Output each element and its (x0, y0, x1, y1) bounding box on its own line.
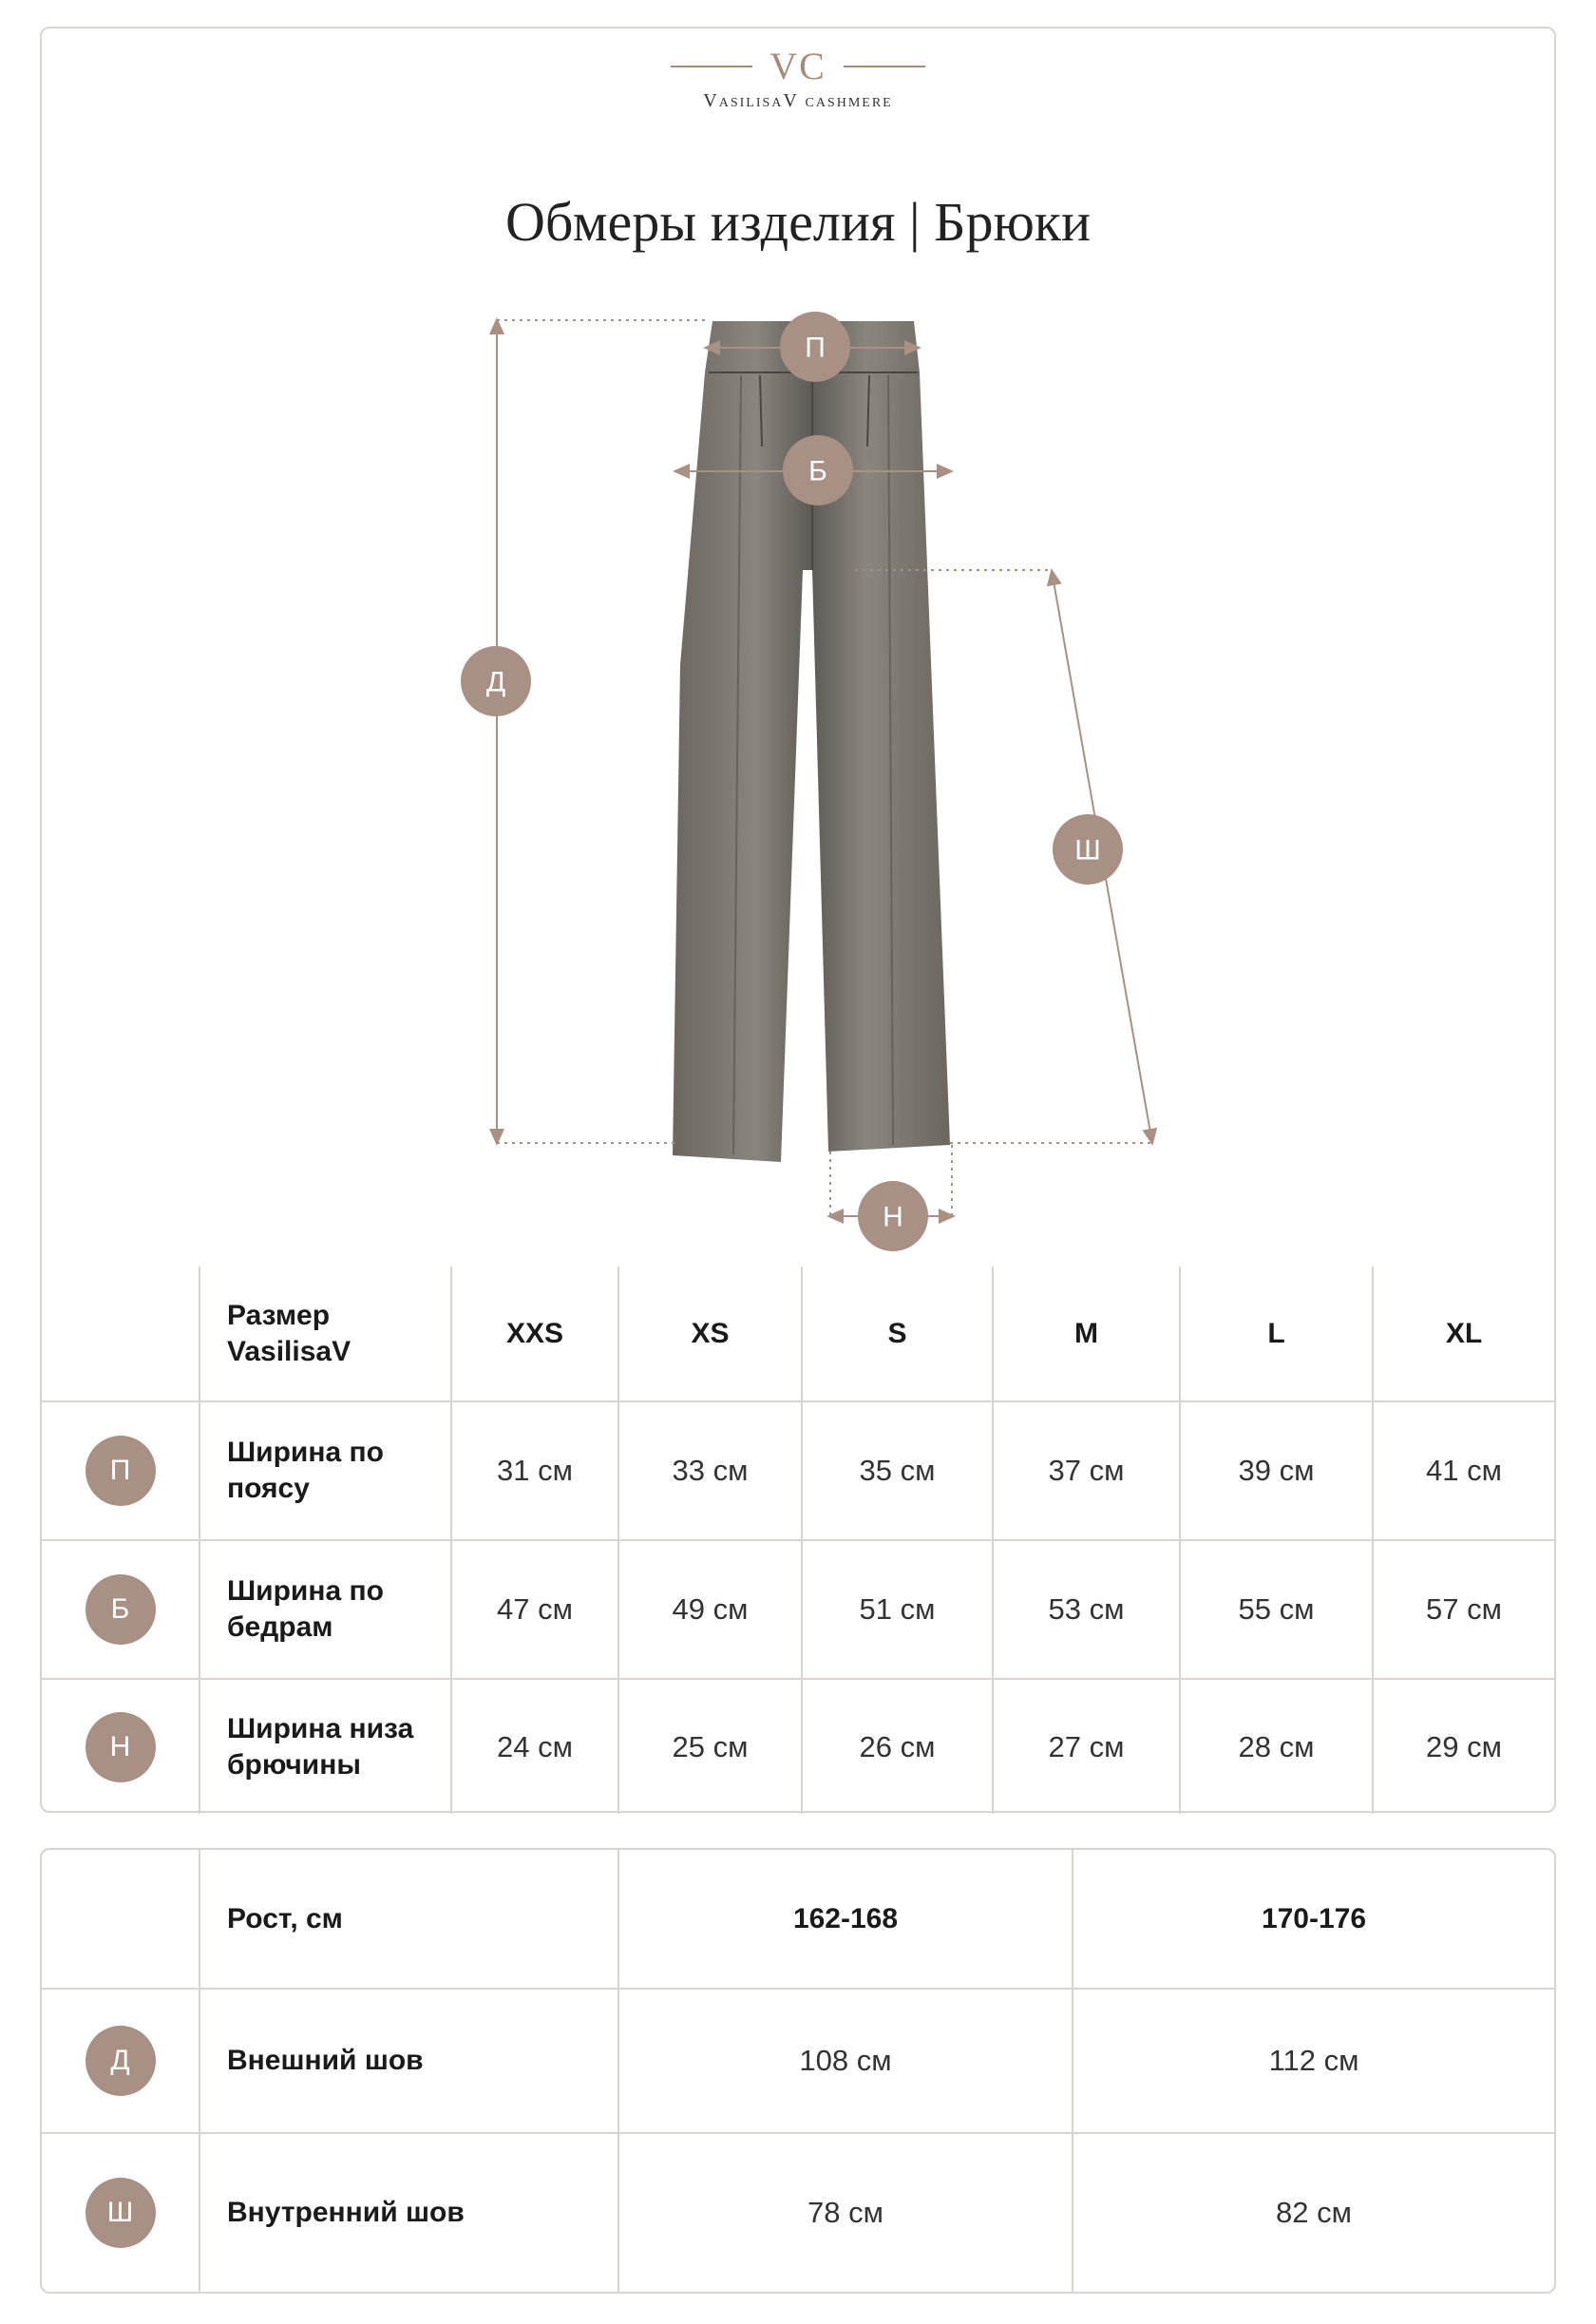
row-badge: Д (86, 2026, 156, 2096)
row-label: Ширина по бедрам (200, 1540, 451, 1679)
badge-waist (780, 312, 850, 382)
table-cell: 26 см (802, 1679, 993, 1814)
table-cell: 28 см (1180, 1679, 1373, 1814)
badge-waist-label: П (805, 332, 826, 364)
empty-cell (42, 1267, 200, 1401)
badge-hips (783, 435, 853, 505)
table-cell: 53 см (993, 1540, 1180, 1679)
badge-outer-seam-label: Д (485, 666, 506, 698)
table-cell: 41 см (1373, 1401, 1554, 1540)
logo-wordmark: VasilisaV cashmere (703, 90, 893, 111)
table-cell: 108 см (618, 1989, 1073, 2133)
height-table (42, 1850, 1554, 2292)
empty-cell (42, 1850, 200, 1989)
badge-hem (858, 1181, 928, 1251)
table-cell: 29 см (1373, 1679, 1554, 1814)
height-header-label: Рост, см (200, 1850, 618, 1989)
size-table (42, 1267, 1554, 1814)
row-label: Ширина низа брючины (200, 1679, 451, 1814)
table-row (42, 1989, 1554, 2133)
badge-outer-seam (461, 646, 531, 716)
table-cell: 51 см (802, 1540, 993, 1679)
size-header: S (802, 1267, 993, 1401)
badge-inner-seam-label: Ш (1074, 834, 1101, 867)
size-header-row (42, 1267, 1554, 1401)
logo-monogram: VC (770, 45, 826, 87)
table-cell: 57 см (1373, 1540, 1554, 1679)
row-badge: Б (86, 1574, 156, 1645)
table-cell: 27 см (993, 1679, 1180, 1814)
row-badge: П (86, 1436, 156, 1506)
table-row (42, 1540, 1554, 1679)
size-header: XS (618, 1267, 802, 1401)
page-title: Обмеры изделия | Брюки (504, 191, 1092, 253)
table-cell: 39 см (1180, 1401, 1373, 1540)
table-cell: 49 см (618, 1540, 802, 1679)
size-header: L (1180, 1267, 1373, 1401)
table-cell: 78 см (618, 2133, 1073, 2292)
table-cell: 35 см (802, 1401, 993, 1540)
row-label: Внутренний шов (200, 2133, 618, 2292)
table-cell: 37 см (993, 1401, 1180, 1540)
badge-inner-seam (1053, 814, 1123, 885)
height-range-header: 162-168 (618, 1850, 1073, 1989)
table-cell: 112 см (1073, 1989, 1554, 2133)
size-header: XL (1373, 1267, 1554, 1401)
table-cell: 25 см (618, 1679, 802, 1814)
table-cell: 33 см (618, 1401, 802, 1540)
table-cell: 24 см (451, 1679, 618, 1814)
row-badge: Ш (86, 2178, 156, 2248)
height-range-header: 170-176 (1073, 1850, 1554, 1989)
size-header-label: Размер VasilisaV (200, 1267, 451, 1401)
table-row (42, 2133, 1554, 2292)
table-cell: 31 см (451, 1401, 618, 1540)
size-header: XXS (451, 1267, 618, 1401)
size-header: M (993, 1267, 1180, 1401)
row-badge: Н (86, 1712, 156, 1782)
badge-hips-label: Б (808, 455, 827, 487)
table-row (42, 1401, 1554, 1540)
badge-hem-label: Н (883, 1201, 903, 1233)
row-label: Ширина по поясу (200, 1401, 451, 1540)
table-row (42, 1679, 1554, 1814)
table-cell: 47 см (451, 1540, 618, 1679)
table-cell: 55 см (1180, 1540, 1373, 1679)
table-cell: 82 см (1073, 2133, 1554, 2292)
row-label: Внешний шов (200, 1989, 618, 2133)
height-header-row (42, 1850, 1554, 1989)
